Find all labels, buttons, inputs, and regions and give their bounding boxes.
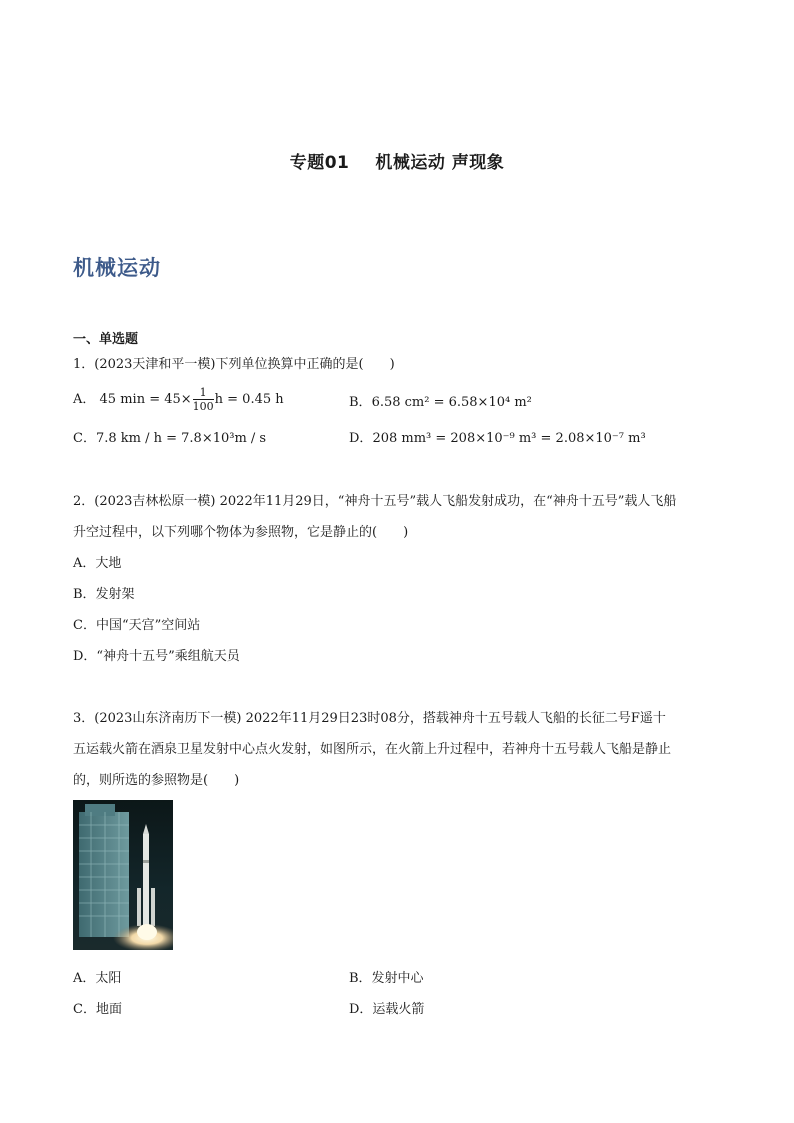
page-title [0, 148, 794, 173]
q3-option-c: C．地面 [73, 1002, 122, 1017]
fraction-denominator: 100 [192, 400, 214, 413]
q1-option-b-expr: 6.58 cm² = 6.58×10⁴ m² [371, 395, 532, 410]
title-topic-number: 专题01 [289, 153, 350, 173]
subsection-heading: 一、单选题 [73, 332, 139, 347]
rocket-launch-illustration [73, 800, 173, 950]
title-topic-name: 机械运动 声现象 [375, 153, 505, 173]
q1-option-a-expr-pre: 45 min = 45× [99, 392, 192, 407]
q2-option-b: B．发射架 [73, 587, 135, 602]
q2-option-c: C．中国“天宫”空间站 [73, 618, 201, 633]
q2-option-a: A．大地 [73, 556, 122, 571]
rocket-launch-photo [73, 800, 173, 950]
q1-option-a [73, 386, 284, 413]
q2-option-d: D．“神舟十五号”乘组航天员 [73, 649, 240, 664]
q1-option-a-label: A． [73, 392, 96, 407]
q2-stem-line2: 升空过程中，以下列哪个物体为参照物，它是静止的( ) [73, 525, 409, 540]
fraction-numerator: 1 [193, 386, 214, 400]
q1-option-b [349, 391, 532, 410]
q1-option-a-fraction [193, 386, 214, 413]
q1-option-a-expr-post: h = 0.45 h [214, 392, 284, 407]
q1-option-d-label: D． [349, 431, 373, 446]
q2-stem-line1: 2．(2023吉林松原一模) 2022年11月29日，“神舟十五号”载人飞船发射成功，在“神舟十五号”载人飞船 [73, 494, 677, 509]
section-heading: 机械运动 [73, 255, 161, 280]
q1-option-c-expr: 7.8 km / h = 7.8×10³m / s [95, 431, 267, 446]
q1-stem: 1．(2023天津和平一模)下列单位换算中正确的是( ) [73, 357, 395, 372]
q1-option-d-expr: 208 mm³ = 208×10⁻⁹ m³ = 2.08×10⁻⁷ m³ [372, 431, 646, 446]
q1-option-c [73, 427, 266, 446]
q3-option-d: D．运载火箭 [349, 1002, 425, 1017]
q1-option-d [349, 427, 646, 446]
q3-stem-line3: 的，则所选的参照物是( ) [73, 773, 240, 788]
q1-option-c-label: C． [73, 431, 96, 446]
q3-option-b: B．发射中心 [349, 971, 424, 986]
q3-stem-line2: 五运载火箭在酒泉卫星发射中心点火发射，如图所示，在火箭上升过程中，若神舟十五号载人飞船是静止 [73, 742, 672, 757]
q1-option-b-label: B． [349, 395, 372, 410]
q3-stem-line1: 3．(2023山东济南历下一模) 2022年11月29日23时08分，搭载神舟十五号载人飞船的长征二号F遥十 [73, 711, 666, 726]
q3-option-a: A．太阳 [73, 971, 122, 986]
